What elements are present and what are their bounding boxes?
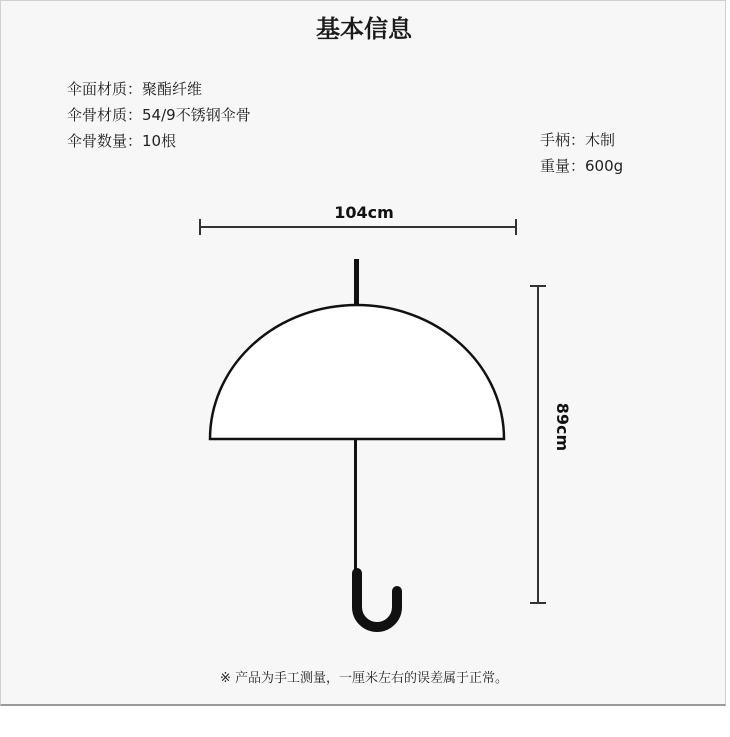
umbrella-shaft — [354, 439, 357, 577]
umbrella-diagram — [1, 1, 727, 707]
umbrella-handle — [357, 573, 397, 627]
spec-label: 手柄： — [540, 131, 586, 149]
height-label: 89cm — [553, 402, 572, 452]
height-dimension-line — [530, 286, 546, 603]
spec-value: 10根 — [142, 132, 177, 150]
spec-value: 聚酯纤维 — [142, 80, 203, 98]
spec-label: 伞面材质： — [67, 80, 143, 98]
umbrella-canopy — [210, 305, 504, 439]
spec-label: 重量： — [540, 157, 586, 175]
spec-label: 伞骨材质： — [67, 106, 143, 124]
spec-label: 伞骨数量： — [67, 132, 143, 150]
width-label: 104cm — [334, 203, 394, 222]
spec-value: 54/9不锈钢伞骨 — [142, 106, 251, 124]
measurement-note: ※ 产品为手工测量，一厘米左右的误差属于正常。 — [219, 671, 509, 686]
page-title: 基本信息 — [316, 15, 412, 43]
spec-value: 600g — [585, 157, 624, 175]
umbrella-tip — [354, 259, 359, 307]
spec-value: 木制 — [585, 131, 616, 149]
